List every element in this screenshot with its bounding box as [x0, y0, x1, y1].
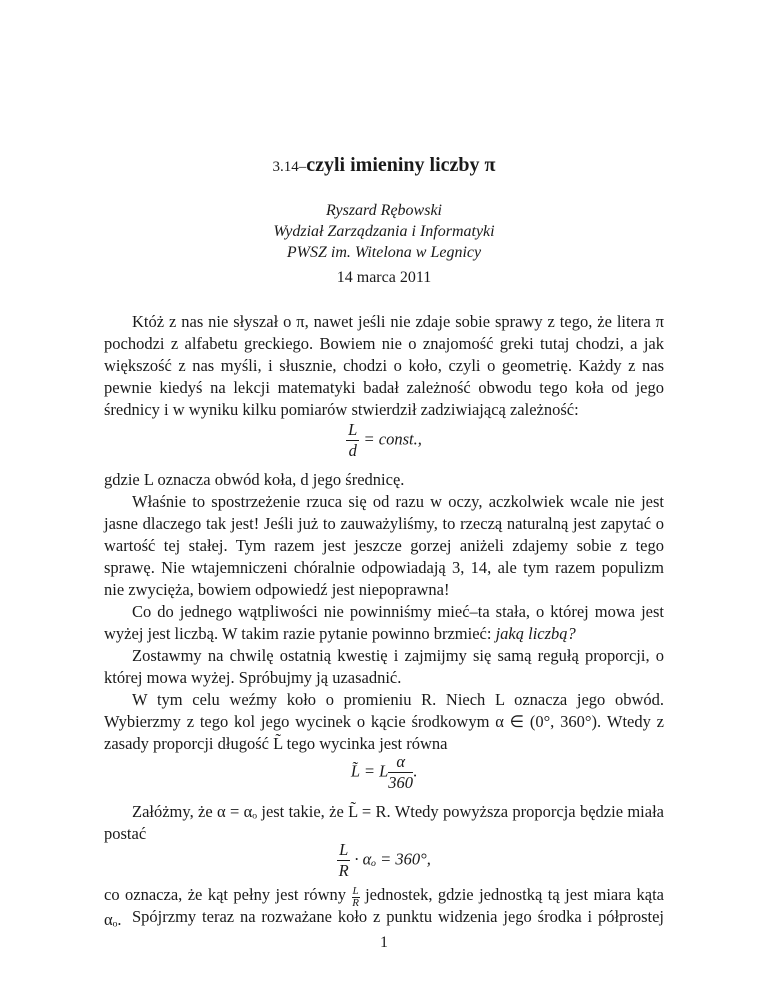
paragraph-unit: co oznacza, że kąt pełny jest równy $\frac{L}{R}$ jednostek, gdzie jednostką tą jest miara kąta αₒ. [104, 885, 664, 929]
page-number: 1 [380, 934, 388, 951]
paragraph-observation: Właśnie to spostrzeżenie rzuca się od razu w oczy, aczkolwiek wcale nie jest jasne dlaczego tak jest! Jeśli już to zauważyliśmy, to rzeczą naturalną jest zapytać o wartość tej stałej. Tym razem jest jeszcze gorzej aniżeli zdajemy sobie z tego sprawę. Nie wtajemniczeni chóralnie odpowiadają 3, 14, ale tym razem populizm nie zwycięża, bowiem odpowiedź jest niepoprawna! [104, 492, 664, 599]
fraction-L-over-d: $\frac{L}{d}$ [348, 420, 358, 460]
author-block [0, 200, 768, 263]
title-number: 3.14– [272, 159, 307, 175]
author-department: Wydział Zarządzania i Informatyki [273, 223, 495, 240]
paragraph-question: Co do jednego wątpliwości nie powinniśmy mieć–ta stała, o której mowa jest wyżej jest liczbą. W takim razie pytanie powinno brzmieć: jaką liczbą? [104, 602, 664, 643]
paper-title [0, 154, 768, 177]
paragraph-assumption: Załóżmy, że α = αₒ jest takie, że L̃ = R. Wtedy powyższa proporcja będzie miała postać [104, 802, 664, 843]
title-text: czyli imieniny liczby π [306, 154, 496, 176]
fraction-alpha-over-360: $\frac{\alpha}{360}$ [388, 752, 414, 792]
equation-ratio: $\frac{L}{d}$ = const., [348, 420, 422, 460]
equation-full-angle: $\frac{L}{R}$ · αₒ = 360°, [338, 840, 431, 880]
paragraph-intro: Któż z nas nie słyszał o π, nawet jeśli nie zdaje sobie sprawy z tego, że litera π pochodzi z alfabetu greckiego. Bowiem nie o znajomość greki tutaj chodzi, a jak większość z nas myśli, i słusznie, chodzi o koło, czyli o geometrię. Każdy z nas pewnie kiedyś na lekcji matematyki badał zależność obwodu tego koła od jego średnicy i w wyniku kilku pomiarów stwierdził zadziwiającą zależność: [104, 312, 664, 419]
paragraph-sector: W tym celu weźmy koło o promieniu R. Niech L oznacza jego obwód. Wybierzmy z tego kol jego wycinek o kącie środkowym α ∈ (0°, 360°). Wtedy z zasady proporcji długość L̃ tego wycinka jest równa [104, 690, 664, 753]
paragraph-definition: gdzie L oznacza obwód koła, d jego średnicę. [104, 470, 405, 489]
paragraph-viewpoint: Spójrzmy teraz na rozważane koło z punktu widzenia jego środka i półprostej [132, 907, 664, 926]
paper-date: 14 marca 2011 [336, 269, 432, 286]
inline-fraction-L-over-R: $\frac{L}{R}$ [352, 885, 359, 909]
author-institution: PWSZ im. Witelona w Legnicy [286, 244, 482, 261]
paragraph-proportion: Zostawmy na chwilę ostatnią kwestię i zajmijmy się samą regułą proporcji, o której mowa wyżej. Spróbujmy ją uzasadnić. [104, 646, 664, 687]
equation-sector-length: L̃ = L $\frac{\alpha}{360}$ . [350, 752, 418, 792]
author-name: Ryszard Rębowski [326, 202, 442, 219]
fraction-L-over-R: $\frac{L}{R}$ [338, 840, 349, 880]
